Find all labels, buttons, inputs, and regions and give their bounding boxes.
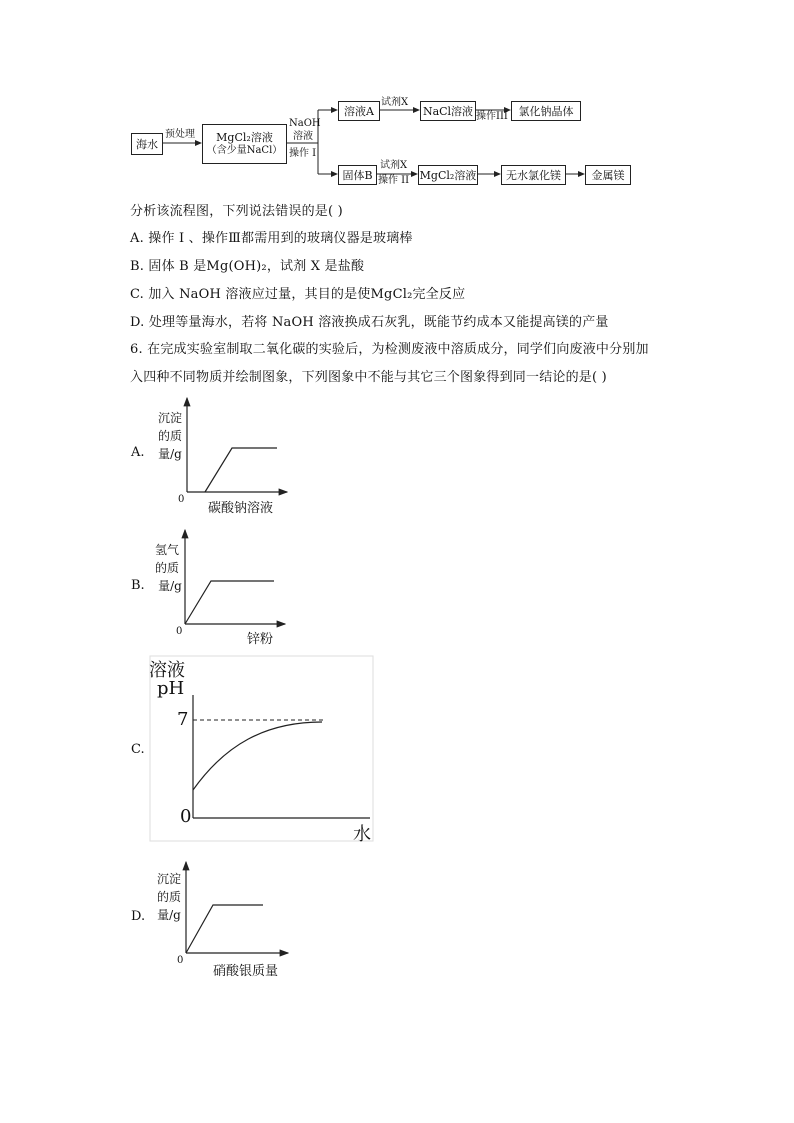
anhydrous-mgcl2-label: 无水氯化镁	[506, 168, 561, 182]
graph-a-xlabel: 碳酸钠溶液	[208, 501, 274, 516]
naoh-label: NaOH	[289, 118, 321, 129]
graph-a-ylabel3: 量/g	[158, 447, 182, 461]
graph-d-xlabel: 硝酸银质量	[213, 964, 279, 979]
graph-d	[186, 862, 288, 953]
nacl-solution-label: NaCl溶液	[422, 104, 474, 118]
graph-a	[187, 398, 287, 492]
graph-c-origin: 0	[180, 806, 192, 827]
graph-a-origin: 0	[178, 494, 185, 505]
op3-label: 操作III	[476, 111, 508, 122]
graph-c-option: C.	[131, 742, 145, 757]
graph-c-ylabel2: pH	[157, 678, 185, 699]
graph-a-curve	[205, 448, 277, 492]
graph-d-ylabel1: 沉淀	[156, 872, 181, 886]
graph-a-ylabel2: 的质	[157, 429, 182, 443]
mgcl2-line2: （含少量NaCl）	[206, 145, 283, 156]
graph-b-option: B.	[131, 578, 145, 593]
reagent-x-bottom-label: 试剂X	[380, 160, 408, 171]
graph-c-tick7: 7	[177, 709, 189, 730]
graph-d-origin: 0	[177, 955, 184, 966]
graph-c-xlabel: 水	[353, 824, 371, 845]
solution-a-label: 溶液A	[344, 104, 374, 118]
question5-stem: 分析该流程图，下列说法错误的是( )	[130, 204, 343, 219]
metal-mg-label: 金属镁	[591, 168, 625, 182]
nacl-crystal-label: 氯化钠晶体	[518, 104, 574, 118]
seawater-label: 海水	[136, 137, 158, 151]
graph-b-ylabel2: 的质	[154, 561, 179, 575]
graph-a-option: A.	[131, 445, 145, 460]
graph-a-ylabel1: 沉淀	[157, 411, 182, 425]
graph-d-ylabel2: 的质	[156, 890, 181, 904]
question6-line1: 6. 在完成实验室制取二氧化碳的实验后，为检测废液中溶质成分，同学们向废液中分别加	[130, 342, 649, 357]
mgcl2-solution-label: MgCl₂溶液	[419, 168, 477, 182]
mgcl2-line1: MgCl₂溶液	[216, 131, 273, 144]
question6-line2: 入四种不同物质并绘制图象，下列图象中不能与其它三个图象得到同一结论的是( )	[130, 370, 607, 385]
graph-b-ylabel1: 氢气	[154, 543, 179, 557]
graph-b	[185, 530, 285, 624]
question5-option-d: D. 处理等量海水，若将 NaOH 溶液换成石灰乳，既能节约成本又能提高镁的产量	[130, 315, 609, 330]
graph-d-option: D.	[131, 909, 146, 924]
graph-b-xlabel: 锌粉	[247, 632, 274, 647]
question5-option-b: B. 固体 B 是Mg(OH)₂，试剂 X 是盐酸	[130, 259, 365, 274]
reagent-x-top-label: 试剂X	[381, 97, 409, 108]
op2-label: 操作 II	[378, 175, 410, 186]
question5-option-a: A. 操作 I 、操作Ⅲ都需用到的玻璃仪器是玻璃棒	[130, 231, 413, 246]
op1-label: 操作 I	[289, 148, 317, 159]
pretreat-label: 预处理	[165, 129, 195, 140]
question5-option-c: C. 加入 NaOH 溶液应过量，其目的是使MgCl₂完全反应	[130, 287, 466, 302]
naoh-solution-label: 溶液	[293, 131, 313, 142]
graph-c-ylabel1: 溶液	[149, 660, 185, 681]
solid-b-label: 固体B	[342, 168, 373, 182]
graph-b-ylabel3: 量/g	[158, 579, 182, 593]
graph-d-curve	[186, 905, 263, 953]
graph-b-origin: 0	[176, 626, 183, 637]
graph-d-ylabel3: 量/g	[157, 908, 181, 922]
graph-b-curve	[185, 581, 274, 624]
